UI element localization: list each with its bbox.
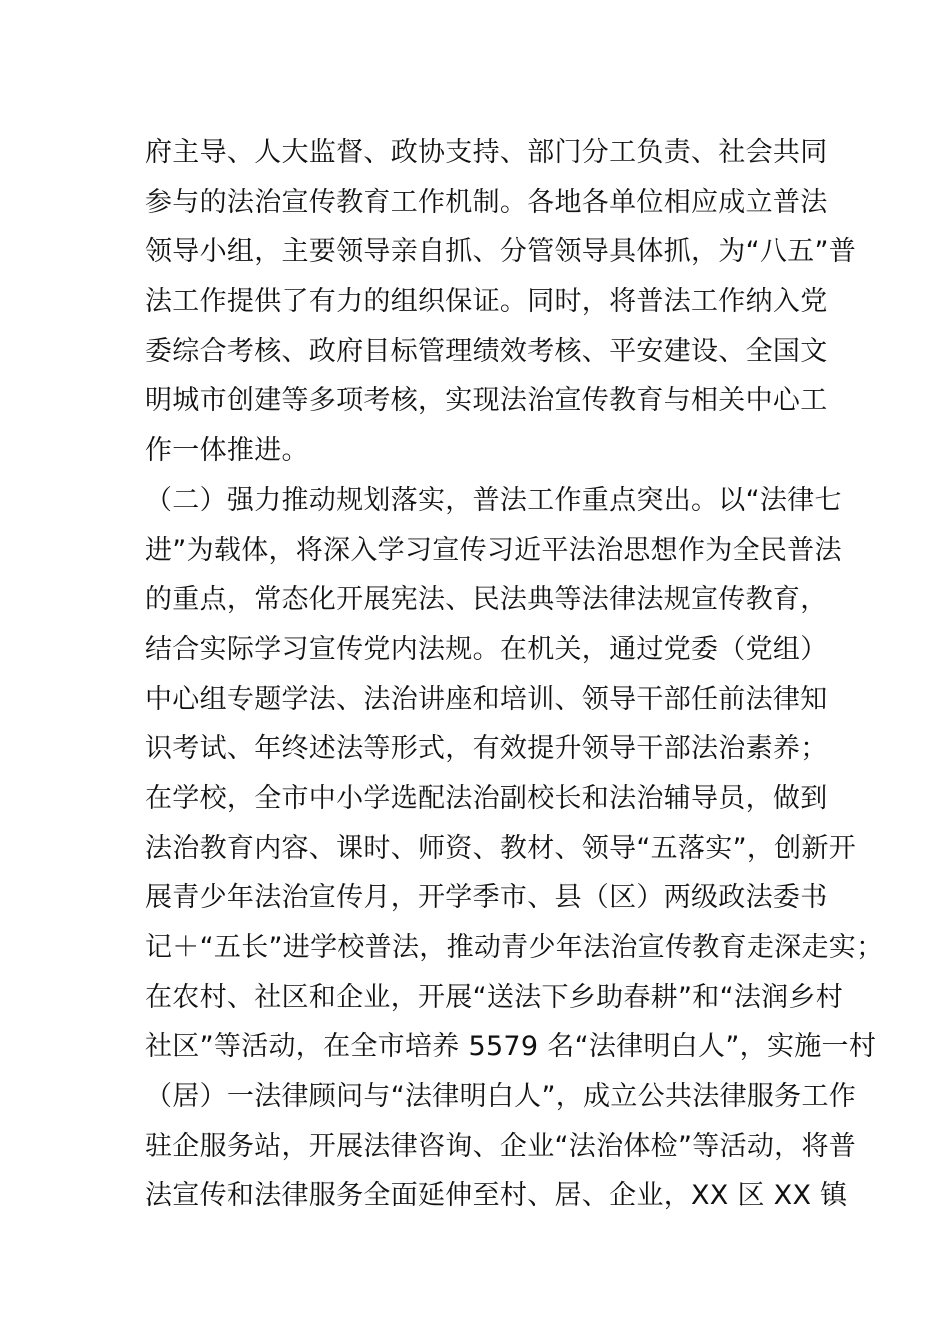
text-line: 社区”等活动，在全市培养 5579 名“法律明白人”，实施一村 <box>145 1031 877 1063</box>
text-line: （居）一法律顾问与“法律明白人”，成立公共法律服务工作 <box>145 1081 857 1113</box>
text-line: 在农村、社区和企业，开展“送法下乡助春耕”和“法润乡村 <box>145 981 844 1013</box>
text-line: 作一体推进。 <box>145 435 309 467</box>
text-line: 府主导、人大监督、政协支持、部门分工负责、社会共同 <box>145 137 828 168</box>
text-line: 展青少年法治宣传月，开学季市、县（区）两级政法委书 <box>145 882 828 914</box>
text-line: 法宣传和法律服务全面延伸至村、居、企业，XX 区 XX 镇 <box>145 1180 848 1212</box>
text-line: 结合实际学习宣传党内法规。在机关，通过党委（党组） <box>145 633 828 665</box>
text-line: 识考试、年终述法等形式，有效提升领导干部法治素养； <box>145 733 828 765</box>
text-line: 领导小组，主要领导亲自抓、分管领导具体抓，为“八五”普 <box>145 236 857 268</box>
text-line: 在学校，全市中小学选配法治副校长和法治辅导员，做到 <box>145 782 828 814</box>
text-line: 法治教育内容、课时、师资、教材、领导“五落实”，创新开 <box>145 832 857 864</box>
section-heading-line: （二）强力推动规划落实，普法工作重点突出。以“法律七 <box>145 484 842 516</box>
text-line: 法工作提供了有力的组织保证。同时，将普法工作纳入党 <box>145 286 828 318</box>
text-line: 参与的法治宣传教育工作机制。各地各单位相应成立普法 <box>145 186 828 218</box>
text-line: 明城市创建等多项考核，实现法治宣传教育与相关中心工 <box>145 385 828 417</box>
text-line: 委综合考核、政府目标管理绩效考核、平安建设、全国文 <box>145 335 828 367</box>
text-line: 记＋“五长”进学校普法，推动青少年法治宣传教育走深走实； <box>145 932 884 963</box>
text-line: 的重点，常态化开展宪法、民法典等法律法规宣传教育， <box>145 584 828 616</box>
text-line: 中心组专题学法、法治讲座和培训、领导干部任前法律知 <box>145 683 828 715</box>
text-line: 进”为载体，将深入学习宣传习近平法治思想作为全民普法 <box>145 534 842 566</box>
body-text <box>145 128 884 1221</box>
text-line: 驻企服务站，开展法律咨询、企业“法治体检”等活动，将普 <box>145 1130 857 1162</box>
